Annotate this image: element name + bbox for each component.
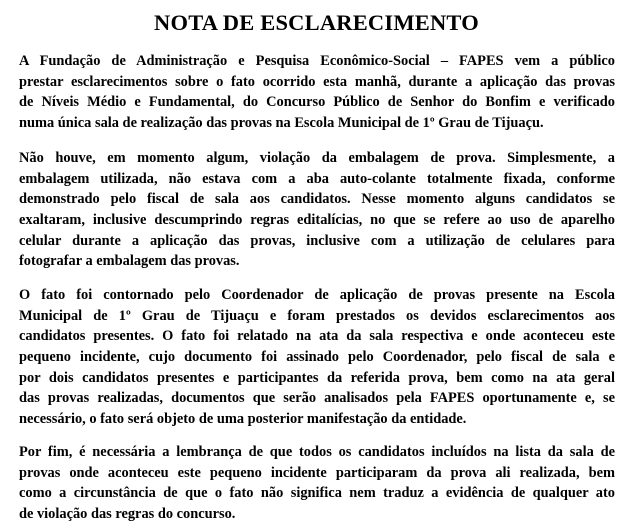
- paragraph-line: pequeno incidente, cujo documento foi assinado pelo Coordenador, pelo fiscal de sala e: [19, 349, 615, 366]
- paragraph-line: O fato foi contornado pelo Coordenador de aplicação de provas presente na Escola: [19, 287, 615, 303]
- document-title: NOTA DE ESCLARECIMENTO: [154, 10, 479, 35]
- paragraph-line: de violação das regras do concurso.: [19, 506, 236, 523]
- paragraph-line: provas onde aconteceu este pequeno incidente participaram da prova ali realizada, bem: [19, 464, 615, 481]
- paragraph-4: [19, 442, 615, 525]
- paragraph-line: Municipal de 1º Grau de Tijuaçu e foram prestados os devidos esclarecimentos aos: [19, 307, 615, 324]
- paragraph-line: das provas realizadas, documentos que serão analisados pela FAPES oportunamente e, se: [19, 390, 615, 407]
- paragraph-line: exaltaram, inclusive descumprindo regras editalícias, no que se refere ao uso de aparelho: [19, 212, 615, 229]
- paragraph-line: Não houve, em momento algum, violação da embalagem de prova. Simplesmente, a: [19, 150, 615, 166]
- paragraph-line: celular durante a aplicação das provas, inclusive com a utilização de celulares para: [19, 232, 615, 249]
- paragraph-1: [19, 51, 615, 134]
- paragraph-line: embalagem utilizada, não estava com a aba auto-colante totalmente fixada, conforme: [19, 170, 615, 187]
- paragraph-2: [19, 148, 615, 272]
- paragraph-line: por dois candidatos presentes e participantes da referida prova, bem como na ata geral: [19, 369, 615, 386]
- paragraph-line: como a circunstância de que o fato não significa nem traduz a evidência de qualquer ato: [19, 485, 615, 502]
- paragraph-line: A Fundação de Administração e Pesquisa Econômico-Social – FAPES vem a público: [19, 53, 615, 69]
- paragraph-line: Por fim, é necessária a lembrança de que todos os candidatos incluídos na lista da sala de: [19, 444, 615, 460]
- paragraph-line: candidatos presentes. O fato foi relatado na ata da sala respectiva e onde aconteceu este: [19, 328, 615, 345]
- paragraph-line: necessário, o fato será objeto de uma posterior manifestação da entidade.: [19, 411, 467, 428]
- paragraph-line: de Níveis Médio e Fundamental, do Concurso Público de Senhor do Bonfim e verificado: [19, 94, 615, 111]
- paragraph-3: [19, 285, 615, 430]
- paragraph-line: numa única sala de realização das provas na Escola Municipal de 1º Grau de Tijuaçu.: [19, 115, 544, 132]
- paragraph-line: demonstrado pelo fiscal de sala aos candidatos. Nesse momento alguns candidatos se: [19, 191, 615, 208]
- paragraph-line: prestar esclarecimentos sobre o fato ocorrido esta manhã, durante a aplicação das provas: [19, 73, 615, 90]
- paragraph-line: fotografar a embalagem das provas.: [19, 253, 240, 270]
